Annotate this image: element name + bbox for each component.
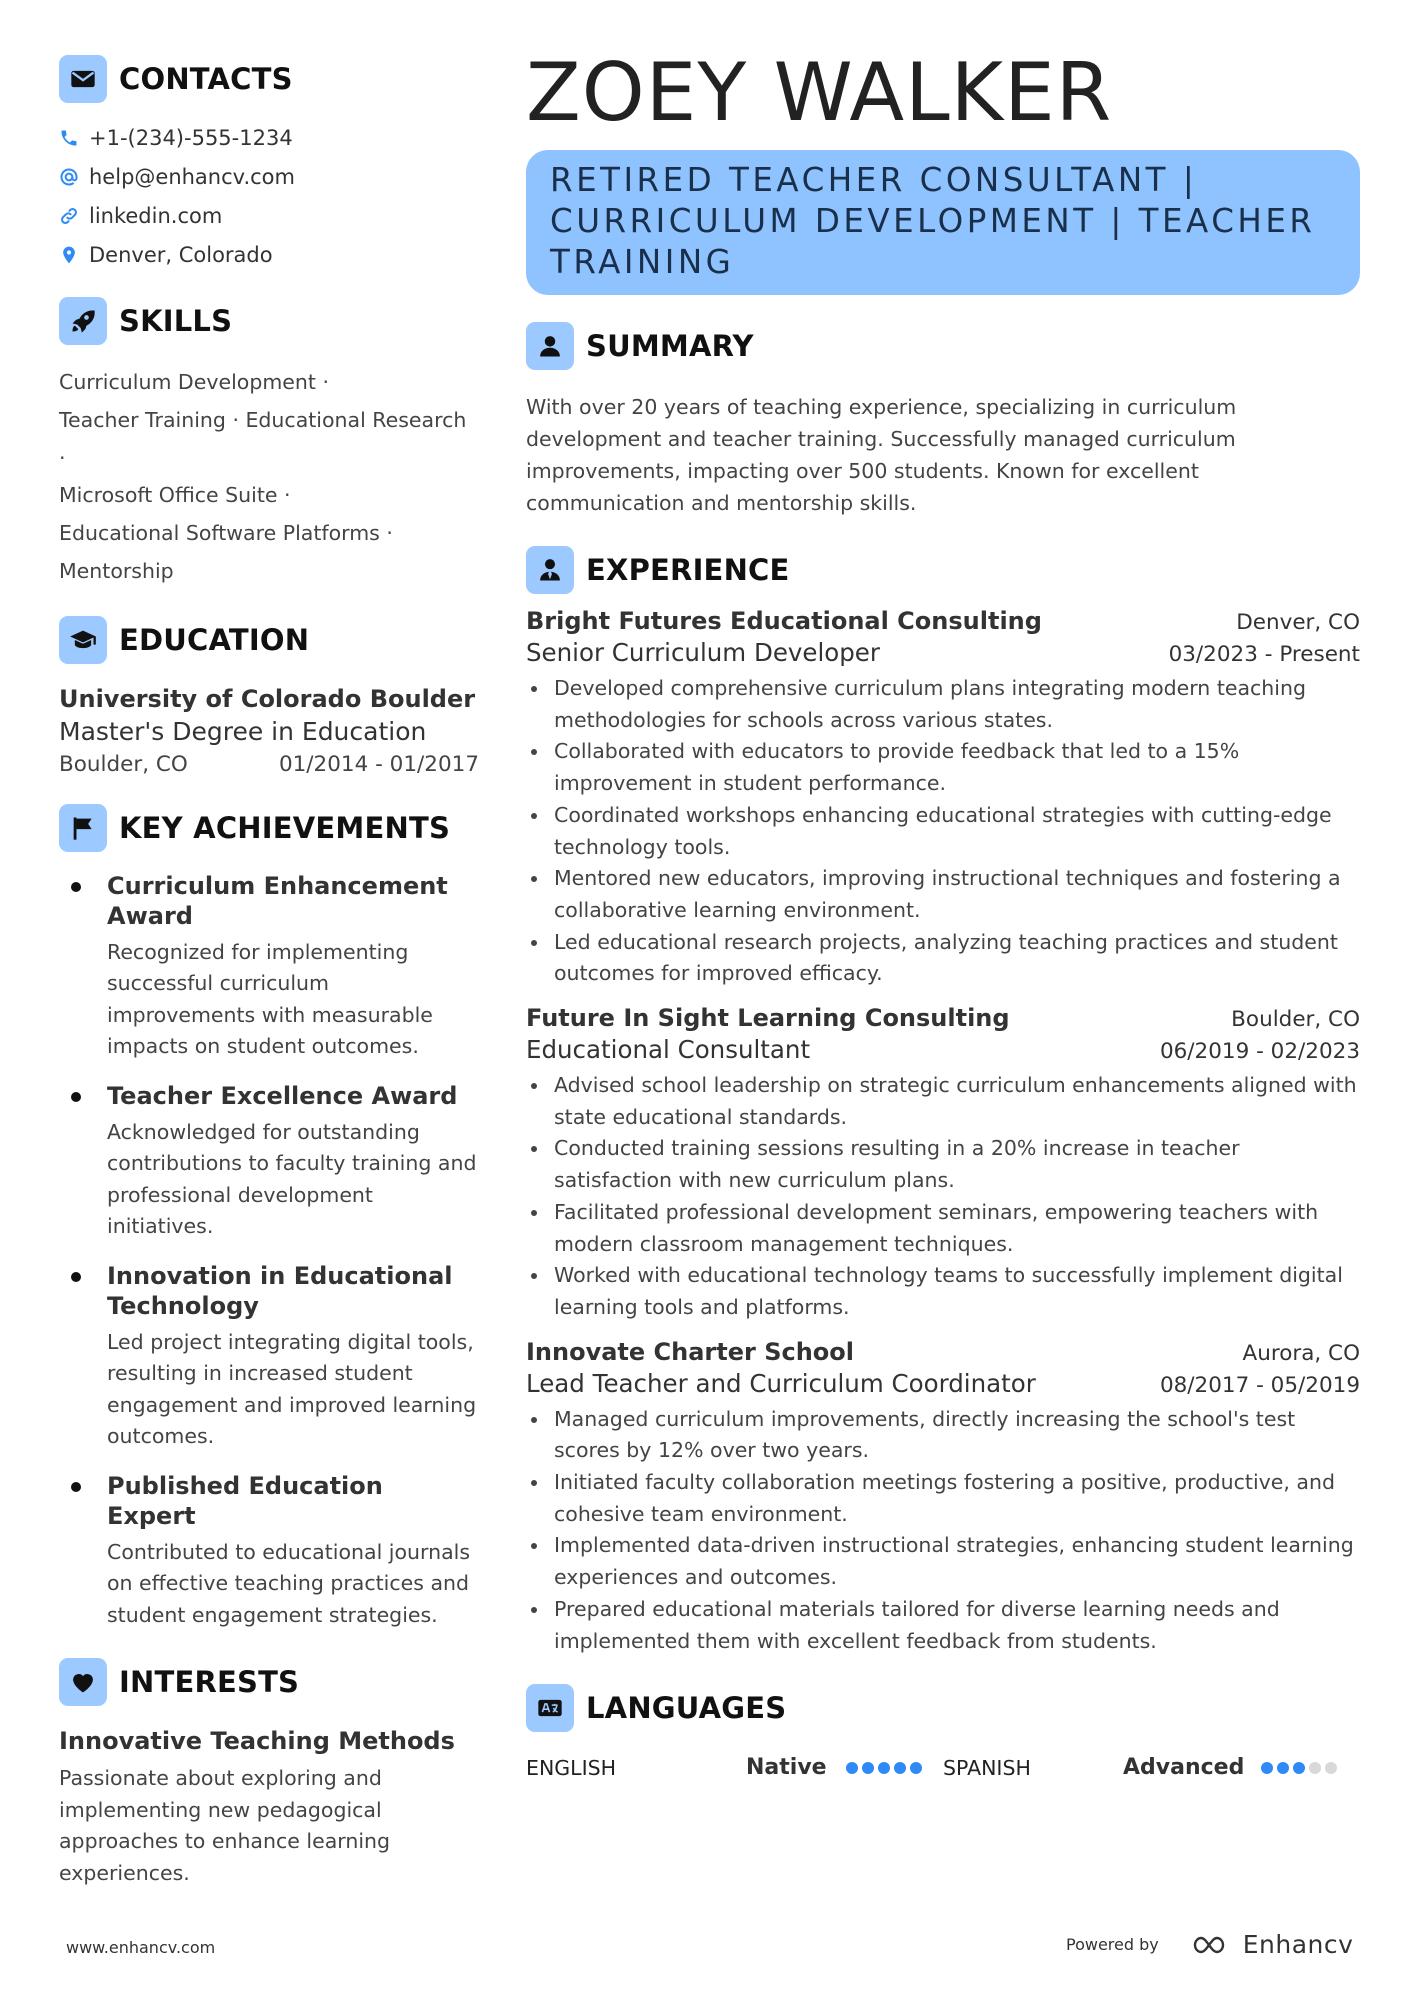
achievement-title: Published Education Expert xyxy=(107,1471,383,1530)
section-title: SUMMARY xyxy=(586,329,754,363)
job-role: Educational Consultant xyxy=(526,1035,811,1065)
job-bullet: Collaborated with educators to provide feedback that led to a 15% improvement in student performance. xyxy=(526,736,1360,799)
achievement-desc: Acknowledged for outstanding contributions to faculty training and professional development initiatives. xyxy=(107,1119,477,1239)
education-location: Boulder, CO xyxy=(59,751,188,777)
education-dates: 01/2014 - 01/2017 xyxy=(278,751,479,777)
bullet-dot xyxy=(71,1482,81,1492)
achievement-desc: Recognized for implementing successful curriculum improvements with measurable impacts on student outcomes. xyxy=(107,939,433,1059)
achievement-item xyxy=(59,1261,479,1453)
contact-location xyxy=(59,235,479,274)
job-dates: 08/2017 - 05/2019 xyxy=(1159,1372,1360,1398)
interest-desc: Passionate about exploring and implementing new pedagogical approaches to enhance learning experiences. xyxy=(59,1766,391,1885)
language-rating xyxy=(1261,1762,1337,1774)
powered-by-label: Powered by xyxy=(1066,1935,1159,1954)
education-degree: Master's Degree in Education xyxy=(59,716,427,746)
map-pin-icon xyxy=(59,245,83,265)
job-subheader xyxy=(526,1369,1360,1398)
rating-dot-filled xyxy=(910,1762,922,1774)
job-entry xyxy=(526,1004,1360,1324)
contact-list xyxy=(59,118,479,274)
location-text: Denver, Colorado xyxy=(89,242,273,267)
achievement-item xyxy=(59,871,479,1063)
job-role: Senior Curriculum Developer xyxy=(526,638,880,667)
achievement-desc: Contributed to educational journals on effective teaching practices and student engagement strategies. xyxy=(107,1539,471,1627)
job-header xyxy=(526,1338,1360,1366)
section-title: KEY ACHIEVEMENTS xyxy=(119,810,451,845)
skill-line: Educational Software Platforms · xyxy=(59,521,393,546)
language-item xyxy=(943,1755,1360,1780)
job-bullet: Prepared educational materials tailored for diverse learning needs and implemented them with excellent feedback from students. xyxy=(526,1594,1360,1657)
job-location: Denver, CO xyxy=(1236,610,1360,635)
section-title: SKILLS xyxy=(119,304,233,338)
achievement-title: Teacher Excellence Award xyxy=(107,1081,458,1110)
language-level: Advanced xyxy=(1123,1755,1245,1781)
language-name: ENGLISH xyxy=(526,1755,617,1780)
rating-dot-filled xyxy=(878,1762,890,1774)
user-icon xyxy=(526,322,574,370)
education-heading xyxy=(59,615,479,665)
rating-dot-empty xyxy=(1325,1762,1337,1774)
linkedin-text: linkedin.com xyxy=(89,203,223,228)
headline-text: RETIRED TEACHER CONSULTANT | CURRICULUM DEVELOPMENT | TEACHER TRAINING xyxy=(550,161,1316,281)
rating-dot-filled xyxy=(1261,1762,1273,1774)
job-bullet: Coordinated workshops enhancing educational strategies with cutting-edge technology tools. xyxy=(526,800,1360,863)
contacts-heading xyxy=(59,54,479,104)
job-bullet: Worked with educational technology teams to successfully implement digital learning tools and platforms. xyxy=(526,1260,1360,1323)
skill-line: Microsoft Office Suite · xyxy=(59,483,291,508)
job-bullet: Conducted training sessions resulting in a 20% increase in teacher satisfaction with new curriculum plans. xyxy=(526,1133,1360,1196)
at-icon xyxy=(59,167,83,187)
bullet-dot xyxy=(71,1272,81,1282)
job-header xyxy=(526,1004,1360,1032)
rating-dot-filled xyxy=(846,1762,858,1774)
job-subheader xyxy=(526,1035,1360,1064)
language-name: SPANISH xyxy=(943,1755,1031,1780)
language-rating xyxy=(846,1762,922,1774)
education-meta xyxy=(59,752,479,777)
businessperson-icon xyxy=(526,546,574,594)
skill-line: Mentorship xyxy=(59,558,174,583)
footer-website[interactable]: www.enhancv.com xyxy=(66,1938,216,1957)
job-location: Aurora, CO xyxy=(1242,1340,1360,1366)
summary-text: With over 20 years of teaching experience, specializing in curriculum development and teacher training. Successfully managed curriculum improvements, impacting over 500 students. Known for excellent communication and mentorship skills. xyxy=(526,395,1237,515)
rocket-icon xyxy=(59,297,107,345)
interest-title: Innovative Teaching Methods xyxy=(59,1727,455,1756)
headline-banner xyxy=(526,150,1360,295)
job-bullet: Developed comprehensive curriculum plans integrating modern teaching methodologies for schools across various states. xyxy=(526,673,1360,736)
skill-line: Teacher Training · Educational Research · xyxy=(59,407,467,470)
skills-list xyxy=(59,364,479,591)
rating-dot-filled xyxy=(894,1762,906,1774)
rating-dot-empty xyxy=(1309,1762,1321,1774)
languages-heading xyxy=(526,1683,1360,1733)
contact-linkedin[interactable] xyxy=(59,196,479,235)
job-company: Future In Sight Learning Consulting xyxy=(526,1004,1010,1033)
candidate-name: ZOEY WALKER xyxy=(526,46,1113,139)
job-subheader xyxy=(526,638,1360,667)
heart-icon xyxy=(59,1658,107,1706)
job-bullet: Led educational research projects, analyzing teaching practices and student outcomes for improved efficacy. xyxy=(526,927,1360,990)
contact-email[interactable] xyxy=(59,157,479,196)
link-icon xyxy=(59,206,83,226)
graduation-cap-icon xyxy=(59,616,107,664)
section-title: CONTACTS xyxy=(119,62,293,96)
education-school: University of Colorado Boulder xyxy=(59,684,476,713)
job-header xyxy=(526,607,1360,635)
job-bullet: Advised school leadership on strategic curriculum enhancements aligned with state educational standards. xyxy=(526,1070,1360,1133)
phone-text: +1-(234)-555-1234 xyxy=(89,125,293,150)
job-bullet: Mentored new educators, improving instructional techniques and fostering a collaborative learning environment. xyxy=(526,863,1360,926)
job-bullets xyxy=(526,1070,1360,1324)
flag-icon xyxy=(59,804,107,852)
job-company: Bright Futures Educational Consulting xyxy=(526,607,1042,635)
envelope-icon xyxy=(59,55,107,103)
bullet-dot xyxy=(71,882,81,892)
rating-dot-filled xyxy=(862,1762,874,1774)
language-item xyxy=(526,1755,943,1780)
section-title: INTERESTS xyxy=(119,1665,300,1700)
experience-heading xyxy=(526,545,1360,595)
section-title: LANGUAGES xyxy=(586,1691,787,1726)
job-bullet: Facilitated professional development seminars, empowering teachers with modern classroom management techniques. xyxy=(526,1197,1360,1260)
job-location: Boulder, CO xyxy=(1231,1007,1360,1033)
language-level: Native xyxy=(746,1755,827,1781)
job-entry xyxy=(526,1338,1360,1658)
left-column xyxy=(59,54,479,1889)
achievement-item xyxy=(59,1081,479,1243)
section-title: EDUCATION xyxy=(119,622,310,657)
job-bullets xyxy=(526,673,1360,990)
rating-dot-filled xyxy=(1277,1762,1289,1774)
languages-list xyxy=(526,1755,1360,1780)
job-dates: 03/2023 - Present xyxy=(1168,642,1360,667)
achievements-list xyxy=(59,871,479,1632)
contact-phone[interactable] xyxy=(59,118,479,157)
job-role: Lead Teacher and Curriculum Coordinator xyxy=(526,1368,1036,1398)
enhancv-logo-icon xyxy=(1185,1933,1233,1957)
translate-icon xyxy=(526,1684,574,1732)
summary-heading xyxy=(526,321,1360,371)
phone-icon xyxy=(59,128,83,148)
email-text: help@enhancv.com xyxy=(89,164,295,189)
job-bullet: Implemented data-driven instructional strategies, enhancing student learning experiences and outcomes. xyxy=(526,1530,1360,1593)
job-bullet: Initiated faculty collaboration meetings fostering a positive, productive, and cohesive team environment. xyxy=(526,1467,1360,1530)
rating-dot-filled xyxy=(1293,1762,1305,1774)
achievement-title: Innovation in Educational Technology xyxy=(107,1261,453,1320)
brand-name[interactable]: Enhancv xyxy=(1242,1930,1354,1959)
achievement-title: Curriculum Enhancement Award xyxy=(107,871,448,930)
skills-heading xyxy=(59,296,479,346)
job-company: Innovate Charter School xyxy=(526,1337,855,1366)
skill-line: Curriculum Development · xyxy=(59,370,329,394)
job-dates: 06/2019 - 02/2023 xyxy=(1159,1039,1360,1065)
right-column xyxy=(526,48,1360,1780)
footer-branding xyxy=(1066,1930,1353,1959)
bullet-dot xyxy=(71,1092,81,1102)
achievements-heading xyxy=(59,803,479,853)
job-entry xyxy=(526,607,1360,990)
job-bullets xyxy=(526,1404,1360,1658)
section-title: EXPERIENCE xyxy=(586,553,790,587)
achievement-item xyxy=(59,1471,479,1632)
achievement-desc: Led project integrating digital tools, resulting in increased student engagement and improved learning outcomes. xyxy=(107,1329,477,1449)
interests-heading xyxy=(59,1657,479,1707)
job-bullet: Managed curriculum improvements, directly increasing the school's test scores by 12% over two years. xyxy=(526,1404,1360,1467)
